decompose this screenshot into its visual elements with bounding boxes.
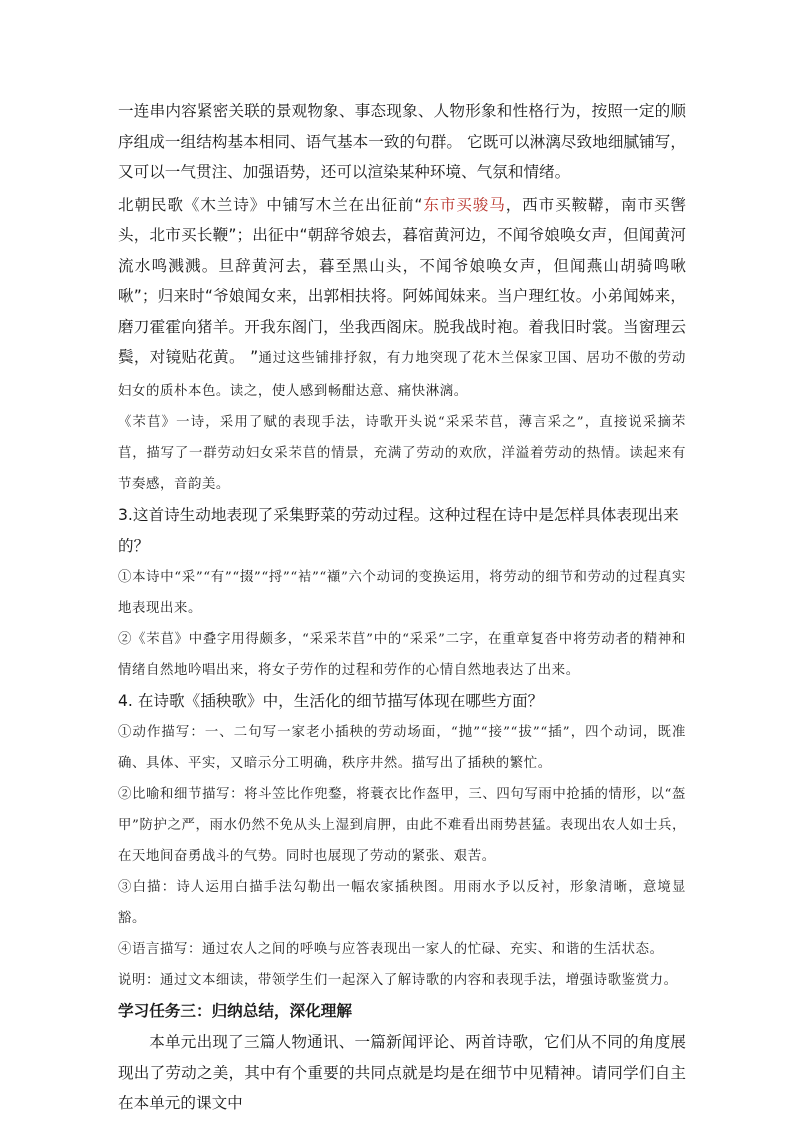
- intro-paragraph: 一连串内容紧密关联的景观物象、事态现象、人物形象和性格行为，按照一定的顺序组成一组结构基本相同、语气基本一致的句群。 它既可以淋漓尽致地细腻铺写，又可以一气贯注、加强语势，还可以渲染某种环境、气氛和情绪。: [118, 102, 686, 181]
- q4-answer-1: ①动作描写：一、二句写一家老小插秧的劳动场面，“抛”“接”“拔”“插”，四个动词，既准确、具体、平实，又暗示分工明确，秩序井然。描写出了插秧的繁忙。: [118, 725, 686, 771]
- question-3: 3.这首诗生动地表现了采集野菜的劳动过程。这种过程在诗中是怎样具体表现出来的？: [118, 506, 679, 555]
- task3-heading: 学习任务三：归纳总结，深化理解: [118, 1002, 352, 1020]
- mulan-red-quote: 东市买骏马: [422, 195, 506, 214]
- mulan-lead: 北朝民歌《木兰诗》中铺写木兰在出征前“: [118, 195, 423, 214]
- q3-answer-1: ①本诗中“采”“有”“掇”“捋”“袺”“襭”六个动词的变换运用，将劳动的细节和劳动的过程真实地表现出来。: [118, 570, 686, 616]
- question-4: 4. 在诗歌《插秧歌》中，生活化的细节描写体现在哪些方面？: [118, 692, 544, 710]
- q4-answer-4: ④语言描写：通过农人之间的呼唤与应答表现出一家人的忙碌、充实、和谐的生活状态。: [118, 942, 664, 957]
- q4-answer-2: ②比喻和细节描写：将斗笠比作兜鍪，将蓑衣比作盔甲，三、四句写雨中抢插的情形，以“盔甲”防护之严，雨水仍然不免从头上湿到肩胛，由此不难看出雨势甚猛。表现出农人如士兵，在天地间奋勇战斗的气势。同时也展现了劳动的紧张、艰苦。: [118, 787, 686, 864]
- mulan-paragraph: [118, 190, 686, 408]
- q4-note: 说明：通过文本细读，带领学生们一起深入了解诗歌的内容和表现手法，增强诗歌鉴赏力。: [118, 973, 678, 988]
- mulan-handwritten-note: 通过这些铺排抒叙，有力地突现了花木兰保家卫国、居功不傲的劳动妇女的质朴本色。读之，使人感到畅酣达意、痛快淋漓。: [118, 351, 686, 399]
- task3-paragraph: 本单元出现了三篇人物通讯、一篇新闻评论、两首诗歌，它们从不同的角度展现出了劳动之美，其中有个重要的共同点就是均是在细节中见精神。请同学们自主在本单元的课文中: [118, 1033, 686, 1112]
- q3-answer-2: ②《芣苢》中叠字用得颇多，“采采芣苢”中的“采采”二字，在重章复沓中将劳动者的精神和情绪自然地吟唱出来，将女子劳作的过程和劳作的心情自然地表达了出来。: [118, 632, 686, 678]
- fuyi-paragraph: 《芣苢》一诗，采用了赋的表现手法，诗歌开头说“采采芣苢，薄言采之”，直接说采摘芣苢，描写了一群劳动妇女采芣苢的情景，充满了劳动的欢欣，洋溢着劳动的热情。读起来有节奏感，音韵美。: [118, 415, 686, 492]
- mulan-rest: ，西市买鞍鞯，南市买辔头，北市买长鞭”；出征中“朝辞爷娘去，暮宿黄河边，不闻爷娘唤女声，但闻黄河流水鸣溅溅。旦辞黄河去，暮至黑山头，不闻爷娘唤女声，但闻燕山胡骑鸣啾啾”；归来时“爷娘闻女来，出郭相扶将。阿姊闻妹来。当户理红妆。小弟闻姊来，磨刀霍霍向猪羊。开我东阁门，坐我西阁床。脱我战时袍。着我旧时裳。当窗理云鬓，对镜贴花黄。 ”: [118, 195, 686, 366]
- q4-answer-3: ③白描：诗人运用白描手法勾勒出一幅农家插秧图。用雨水予以反衬，形象清晰，意境显豁。: [118, 880, 686, 926]
- document-page: [118, 96, 686, 1119]
